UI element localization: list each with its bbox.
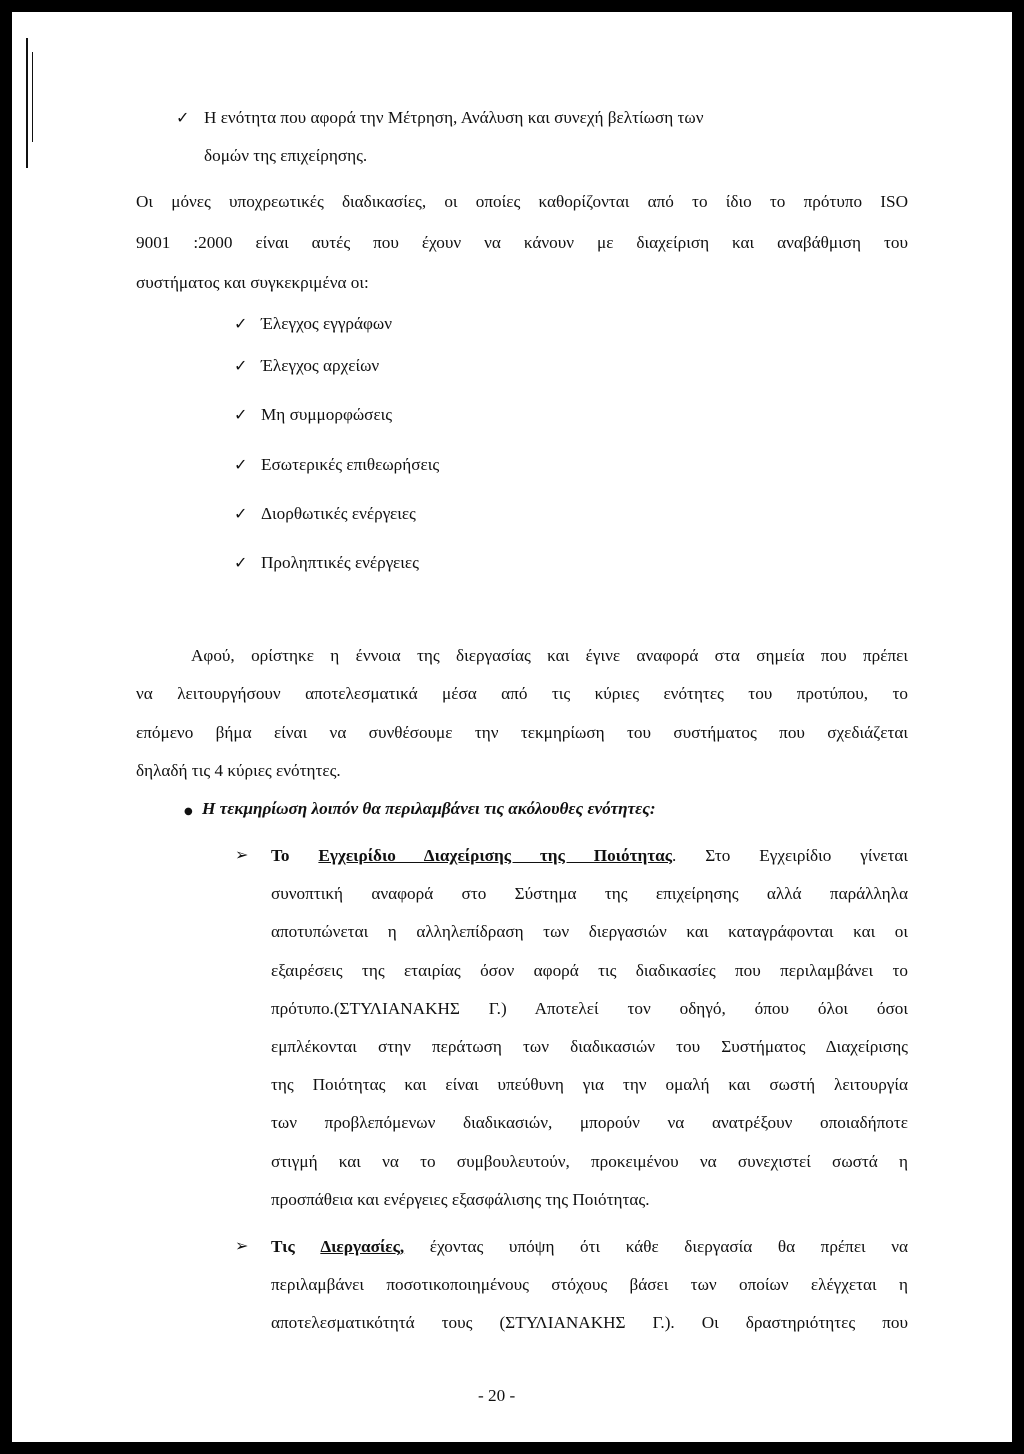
para1-line2: 9001 :2000 είναι αυτές που έχουν να κάνουν με διαχείριση και αναβάθμιση του bbox=[136, 233, 908, 252]
bullet-dot-icon: ● bbox=[184, 806, 193, 817]
para1-line1: Οι μόνες υποχρεωτικές διαδικασίες, οι οποίες καθορίζονται από το ίδιο το πρότυπο ISO bbox=[136, 192, 908, 211]
processes-item-first-rest: έχοντας υπόψη ότι κάθε διεργασία θα πρέπει να bbox=[404, 1237, 909, 1256]
procedure-item: Μη συμμορφώσεις bbox=[261, 405, 393, 424]
para2-line2: να λειτουργήσουν αποτελεσματικά μέσα από τις κύριες ενότητες του προτύπου, το bbox=[136, 684, 908, 703]
para2-line3: επόμενο βήμα είναι να συνθέσουμε την τεκμηρίωση του συστήματος που σχεδιάζεται bbox=[136, 723, 908, 742]
processes-item-first-line bbox=[271, 1237, 908, 1257]
check-icon: ✓ bbox=[234, 356, 248, 375]
manual-item-to: Το bbox=[271, 846, 290, 865]
manual-item-line: εξαιρέσεις της εταιρίας όσον αφορά τις διαδικασίες που περιλαμβάνει το bbox=[271, 961, 908, 980]
intro-bullet-line1: Η ενότητα που αφορά την Μέτρηση, Ανάλυση και συνεχή βελτίωση των bbox=[204, 108, 704, 127]
procedure-item: Έλεγχος εγγράφων bbox=[261, 314, 393, 333]
processes-item-to: Τις bbox=[271, 1237, 295, 1256]
check-icon: ✓ bbox=[176, 108, 190, 127]
procedure-item: Διορθωτικές ενέργειες bbox=[261, 504, 416, 523]
document-page bbox=[12, 12, 1012, 1442]
check-icon: ✓ bbox=[234, 553, 248, 572]
check-icon: ✓ bbox=[234, 504, 248, 523]
page-number: - 20 - bbox=[478, 1386, 516, 1405]
section-heading: Η τεκμηρίωση λοιπόν θα περιλαμβάνει τις ακόλουθες ενότητες: bbox=[202, 799, 656, 818]
manual-item-line: πρότυπο.(ΣΤΥΛΙΑΝΑΚΗΣ Γ.) Αποτελεί τον οδηγό, όπου όλοι όσοι bbox=[271, 999, 908, 1018]
check-icon: ✓ bbox=[234, 405, 248, 424]
arrow-bullet-icon: ➢ bbox=[235, 1236, 249, 1255]
processes-item-title: Διεργασίες, bbox=[320, 1237, 405, 1256]
manual-item-first-line bbox=[271, 846, 908, 866]
scan-margin-line bbox=[26, 38, 28, 168]
manual-item-title: Εγχειρίδιο Διαχείρισης της Ποιότητας bbox=[318, 846, 673, 865]
procedure-item: Εσωτερικές επιθεωρήσεις bbox=[261, 455, 440, 474]
para2-line1: Αφού, ορίστηκε η έννοια της διεργασίας και έγινε αναφορά στα σημεία που πρέπει bbox=[191, 646, 908, 665]
manual-item-line: εμπλέκονται στην περάτωση των διαδικασιών του Συστήματος Διαχείρισης bbox=[271, 1037, 908, 1056]
manual-item-line: αποτυπώνεται η αλληλεπίδραση των διεργασιών και καταγράφονται και οι bbox=[271, 922, 908, 941]
manual-item-first-rest: . Στο Εγχειρίδιο γίνεται bbox=[672, 846, 908, 865]
manual-item-line: συνοπτική αναφορά στο Σύστημα της επιχείρησης αλλά παράλληλα bbox=[271, 884, 908, 903]
para2-line4: δηλαδή τις 4 κύριες ενότητες. bbox=[136, 761, 341, 780]
procedure-item: Έλεγχος αρχείων bbox=[261, 356, 380, 375]
check-icon: ✓ bbox=[234, 314, 248, 333]
manual-item-line: προσπάθεια και ενέργειες εξασφάλισης της Ποιότητας. bbox=[271, 1190, 650, 1209]
procedure-item: Προληπτικές ενέργειες bbox=[261, 553, 419, 572]
intro-bullet-line2: δομών της επιχείρησης. bbox=[204, 146, 368, 165]
processes-item-line: περιλαμβάνει ποσοτικοποιημένους στόχους βάσει των οποίων ελέγχεται η bbox=[271, 1275, 908, 1294]
scan-margin-line bbox=[32, 52, 33, 142]
para1-line3: συστήματος και συγκεκριμένα οι: bbox=[136, 273, 369, 292]
manual-item-line: της Ποιότητας και είναι υπεύθυνη για την ομαλή και σωστή λειτουργία bbox=[271, 1075, 908, 1094]
processes-item-line: αποτελεσματικότητά τους (ΣΤΥΛΙΑΝΑΚΗΣ Γ.). Οι δραστηριότητες που bbox=[271, 1313, 908, 1332]
arrow-bullet-icon: ➢ bbox=[235, 845, 249, 864]
manual-item-line: στιγμή και να το συμβουλευτούν, προκειμένου να συνεχιστεί σωστά η bbox=[271, 1152, 908, 1171]
manual-item-line: των προβλεπόμενων διαδικασιών, μπορούν να ανατρέξουν οποιαδήποτε bbox=[271, 1113, 908, 1132]
check-icon: ✓ bbox=[234, 455, 248, 474]
